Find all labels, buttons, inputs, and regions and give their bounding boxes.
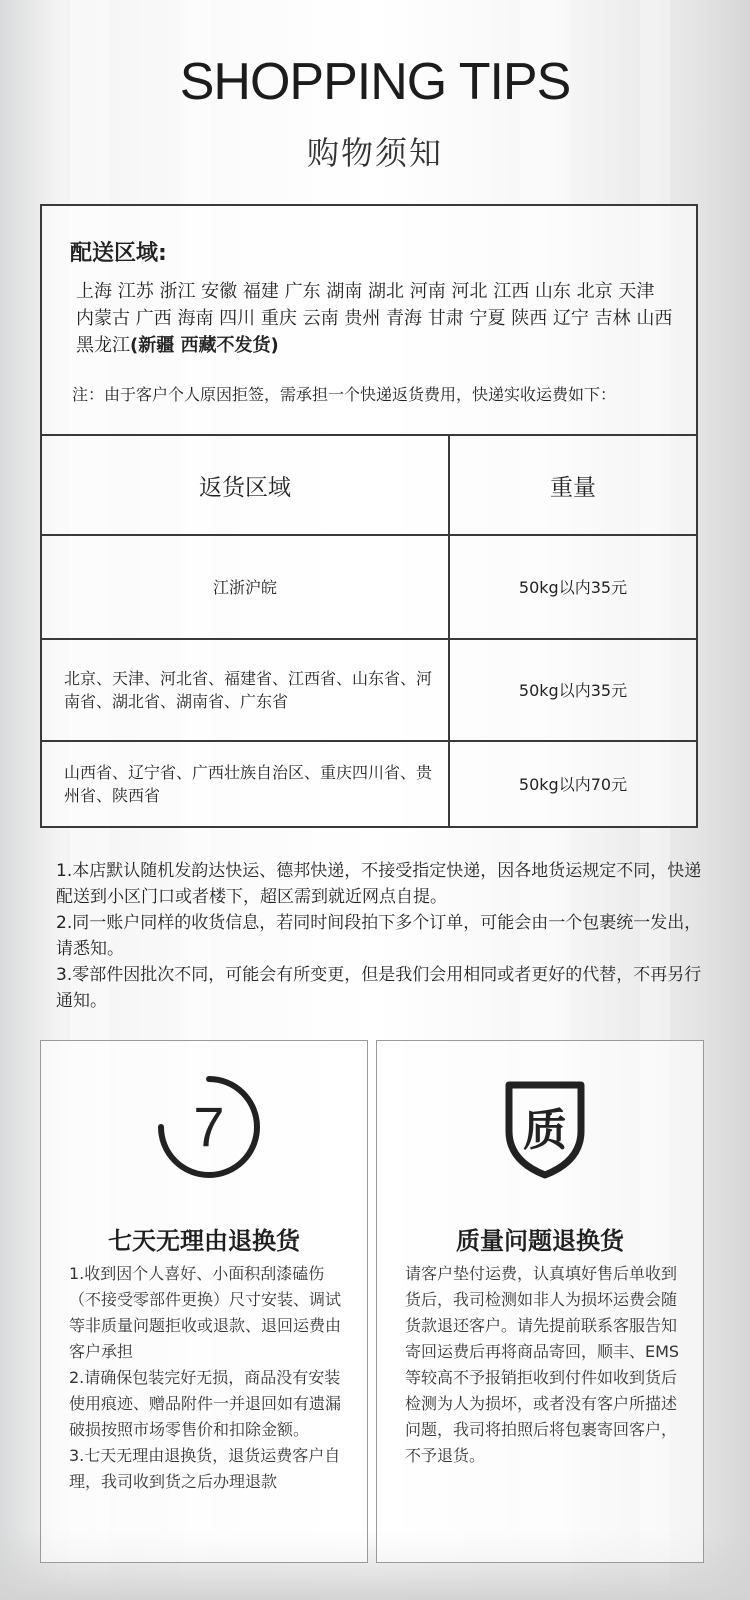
page-title-english: SHOPPING TIPS	[179, 53, 571, 111]
region-cell: 江浙沪皖	[41, 535, 449, 639]
shipping-notes	[56, 858, 706, 1014]
region-cell: 北京、天津、河北省、福建省、江西省、山东省、河南省、湖北省、湖南省、广东省	[41, 639, 449, 741]
delivery-region-list	[76, 278, 676, 359]
table-header-row	[41, 435, 697, 535]
svg-text:7: 7	[193, 1095, 225, 1158]
seven-days-icon	[155, 1073, 263, 1181]
card-paragraph: 请客户垫付运费，认真填好售后单收到货后，我司检测如非人为损坏运费会随货款退还客户。请先提前联系客服告知寄回运费后再将商品寄回，顺丰、EMS等较高不予报销拒收到付件如收到货后检测为人为损坏，或者没有客户所描述问题，我司将拍照后将包裹寄回客户，不予退货。	[405, 1264, 680, 1465]
card-body	[405, 1261, 685, 1469]
return-fee-table	[40, 434, 698, 828]
quality-return-card	[376, 1040, 704, 1563]
fee-cell: 50kg以内70元	[449, 741, 697, 827]
card-paragraph: 3.七天无理由退换货，退货运费客户自理，我司收到货之后办理退款	[69, 1446, 341, 1491]
quality-shield-icon	[491, 1073, 599, 1181]
svg-text:质: 质	[523, 1105, 567, 1156]
column-header-region: 返货区域	[41, 435, 449, 535]
table-row	[41, 741, 697, 827]
note-item: 3.零部件因批次不同，可能会有所变更，但是我们会用相同或者更好的代替，不再另行通知。	[56, 965, 702, 1011]
note-item: 1.本店默认随机发韵达快运、德邦快递，不接受指定快递，因各地货运规定不同，快递配送到小区门口或者楼下，超区需到就近网点自提。	[56, 861, 702, 907]
seven-day-return-card	[40, 1040, 368, 1563]
note-item: 2.同一账户同样的收货信息，若同时间段拍下多个订单，可能会由一个包裹统一发出，请悉知。	[56, 913, 702, 959]
fee-cell: 50kg以内35元	[449, 639, 697, 741]
card-paragraph: 2.请确保包装完好无损，商品没有安装使用痕迹、赠品附件一并退回如有遗漏破损按照市场零售价和扣除金额。	[69, 1368, 342, 1439]
page-title-chinese: 购物须知	[306, 134, 443, 172]
table-row	[41, 639, 697, 741]
card-title: 七天无理由退换货	[108, 1227, 300, 1255]
fee-cell: 50kg以内35元	[449, 535, 697, 639]
card-paragraph: 1.收到因个人喜好、小面积刮漆磕伤（不接受零部件更换）尺寸安装、调试等非质量问题拒收或退款、退回运费由客户承担	[69, 1264, 342, 1361]
column-header-weight: 重量	[449, 435, 697, 535]
table-row	[41, 535, 697, 639]
no-delivery-notice: (新疆 西藏不发货)	[130, 335, 279, 356]
region-cell: 山西省、辽宁省、广西壮族自治区、重庆四川省、贵州省、陕西省	[41, 741, 449, 827]
delivery-regions: 上海 江苏 浙江 安徽 福建 广东 湖南 湖北 河南 河北 江西 山东 北京 天津 内蒙古 广西 海南 四川 重庆 云南 贵州 青海 甘肃 宁夏 陕西 辽宁 吉林 山西 黑龙江	[76, 281, 673, 356]
card-title: 质量问题退换货	[456, 1227, 624, 1255]
return-fee-note: 注：由于客户个人原因拒签，需承担一个快递返货费用，快递实收运费如下：	[72, 385, 617, 404]
delivery-heading: 配送区域:	[70, 241, 167, 266]
delivery-area-box	[40, 204, 698, 436]
card-body	[69, 1261, 349, 1495]
